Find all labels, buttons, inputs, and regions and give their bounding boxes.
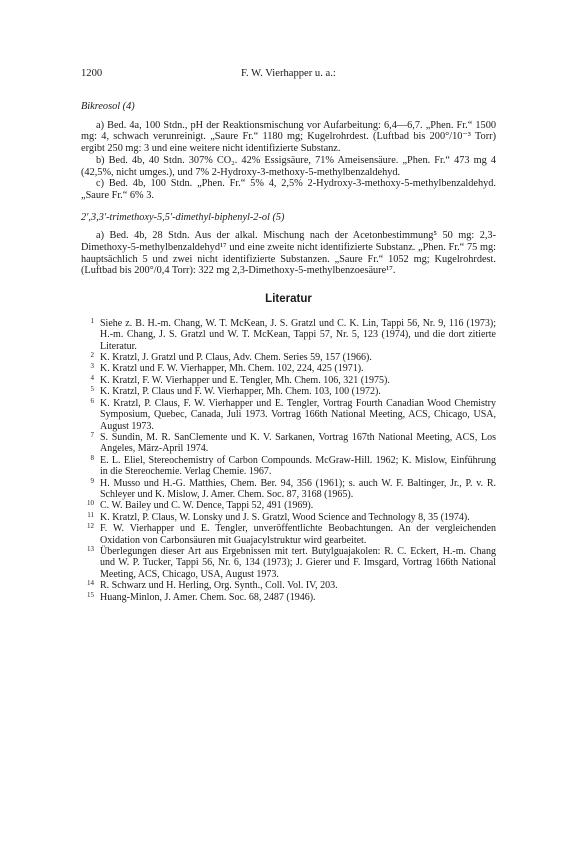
- paragraph: a) Bed. 4a, 100 Stdn., pH der Reaktionsmischung vor Aufarbeitung: 6,4—6,7. „Phen. Fr.“ 1500 mg: 4, schwach verunreinigt. „Saure Fr.“ 1180 mg; Kugelrohrdest. (Luftbad bis 200°/10⁻³ Torr) ergibt 250 mg: 3 und eine weitere nicht identifizierte Substanz.: [81, 119, 496, 155]
- reference-text: Siehe z. B. H.-m. Chang, W. T. McKean, J. S. Gratzl und C. K. Lin, Tappi 56, Nr. 9, 116 (1973); H.-m. Chang, J. S. Gratzl und W. T. McKean, Tappi 57, Nr. 5, 123 (1974), und die dort zitierte Literatur.: [100, 317, 496, 352]
- reference-text: K. Kratzl, P. Claus, W. Lonsky und J. S. Gratzl, Wood Science and Technology 8, 35 (1974).: [100, 511, 470, 523]
- reference-number: 12: [87, 522, 94, 531]
- reference-number: 7: [90, 430, 94, 439]
- page-header: [81, 68, 496, 82]
- reference-number: 3: [90, 362, 94, 371]
- reference-item: [81, 318, 496, 352]
- reference-text: K. Kratzl und F. W. Vierhapper, Mh. Chem. 102, 224, 425 (1971).: [100, 363, 364, 375]
- reference-number: 6: [90, 396, 94, 405]
- section-title-biphenyl: 2′,3,3′-trimethoxy-5,5′-dimethyl-biphenyl-2-ol (5): [81, 211, 285, 223]
- reference-number: 9: [90, 476, 94, 485]
- reference-item: [81, 500, 496, 511]
- page-body: [81, 101, 496, 603]
- reference-item: [81, 386, 496, 397]
- reference-text: K. Kratzl, P. Claus und F. W. Vierhapper, Mh. Chem. 103, 100 (1972).: [100, 386, 381, 398]
- reference-text: S. Sundin, M. R. SanClemente und K. V. Sarkanen, Vortrag 167th National Meeting, ACS, Los Angeles, März-April 1974.: [100, 431, 496, 455]
- reference-item: [81, 455, 496, 478]
- reference-item: [81, 363, 496, 374]
- reference-number: 4: [90, 373, 94, 382]
- reference-item: [81, 375, 496, 386]
- reference-number: 15: [87, 590, 94, 599]
- reference-item: [81, 523, 496, 546]
- reference-item: [81, 398, 496, 432]
- reference-text: Huang-Minlon, J. Amer. Chem. Soc. 68, 2487 (1946).: [100, 591, 316, 603]
- reference-number: 13: [87, 544, 94, 553]
- reference-text: Überlegungen dieser Art aus Ergebnissen mit tert. Butylguajakolen: R. C. Eckert, H.-m. Chang und W. P. Tucker, Tappi 56, Nr. 6, 134 (1973); J. Gierer und F. Imsgard, Vortrag 166th National Meeting, ACS, Chicago, USA, August 1973.: [100, 545, 496, 580]
- page-number: 1200: [81, 68, 103, 79]
- reference-item: [81, 478, 496, 501]
- literature-heading: Literatur: [265, 293, 312, 306]
- reference-number: 5: [90, 385, 94, 394]
- paragraph: a) Bed. 4b, 28 Stdn. Aus der alkal. Mischung nach der Acetonbestimmung⁵ 50 mg: 2,3-Dimethoxy-5-methylbenzaldehyd¹⁷ und eine zweite nicht identifizierte Substanz. „Phen. Fr.“ 75 mg: hauptsächlich 5 und zwei nicht identifizierte Substanzen. „Saure Fr.“ 1052 mg; Kugelrohrdest. (Luftbad bis 200°/0,4 Torr): 322 mg 2,3-Dimethoxy-5-methylbenzoesäure¹⁷.: [81, 230, 496, 277]
- reference-text: F. W. Vierhapper und E. Tengler, unveröffentlichte Beobachtungen. An der vergleichenden Oxidation von Carbonsäuren mit Guajacylstruktur wird gearbeitet.: [100, 523, 496, 546]
- reference-text: K. Kratzl, J. Gratzl und P. Claus, Adv. Chem. Series 59, 157 (1966).: [100, 352, 372, 364]
- reference-item: [81, 592, 496, 603]
- section-title-bikreosol: Bikreosol (4): [81, 101, 135, 112]
- reference-item: [81, 580, 496, 591]
- reference-number: 10: [87, 499, 94, 508]
- reference-list: [81, 318, 496, 603]
- reference-text: R. Schwarz und H. Herling, Org. Synth., Coll. Vol. IV, 203.: [100, 580, 338, 592]
- reference-text: K. Kratzl, P. Claus, F. W. Vierhapper und E. Tengler, Vortrag Fourth Canadian Wood Chemistry Symposium, Quebec, Canada, Juli 1973. Vortrag 166th National Meeting, ACS, Chicago, USA, August 1973.: [100, 397, 496, 432]
- reference-item: [81, 546, 496, 580]
- reference-number: 2: [90, 351, 94, 360]
- reference-number: 11: [87, 510, 94, 519]
- reference-item: [81, 432, 496, 455]
- reference-item: [81, 352, 496, 363]
- reference-item: [81, 512, 496, 523]
- reference-number: 8: [90, 453, 94, 462]
- paragraph: c) Bed. 4b, 100 Stdn. „Phen. Fr.“ 5% 4, 2,5% 2-Hydroxy-3-methoxy-5-methylbenzaldehyd. „Saure Fr.“ 6% 3.: [81, 178, 496, 201]
- reference-number: 14: [87, 579, 94, 588]
- reference-number: 1: [90, 316, 94, 325]
- reference-text: C. W. Bailey und C. W. Dence, Tappi 52, 491 (1969).: [100, 500, 314, 512]
- reference-text: K. Kratzl, F. W. Vierhapper und E. Tengler, Mh. Chem. 106, 321 (1975).: [100, 374, 390, 386]
- reference-text: H. Musso und H.-G. Matthies, Chem. Ber. 94, 356 (1961); s. auch W. F. Baltinger, Jr., P. v. R. Schleyer und K. Mislow, J. Amer. Chem. Soc. 87, 3168 (1965).: [100, 477, 496, 500]
- reference-text: E. L. Eliel, Stereochemistry of Carbon Compounds. McGraw-Hill. 1962; K. Mislow, Einführung in die Stereochemie. Verlag Chemie. 1967.: [100, 454, 496, 478]
- paragraph: b) Bed. 4b, 40 Stdn. 307% CO₂. 42% Essigsäure, 71% Ameisensäure. „Phen. Fr.“ 473 mg 4 (42,5%, nicht umges.), und 7% 2-Hydroxy-3-methoxy-5-methylbenzaldehyd.: [81, 154, 496, 178]
- running-head: F. W. Vierhapper u. a.:: [241, 68, 336, 79]
